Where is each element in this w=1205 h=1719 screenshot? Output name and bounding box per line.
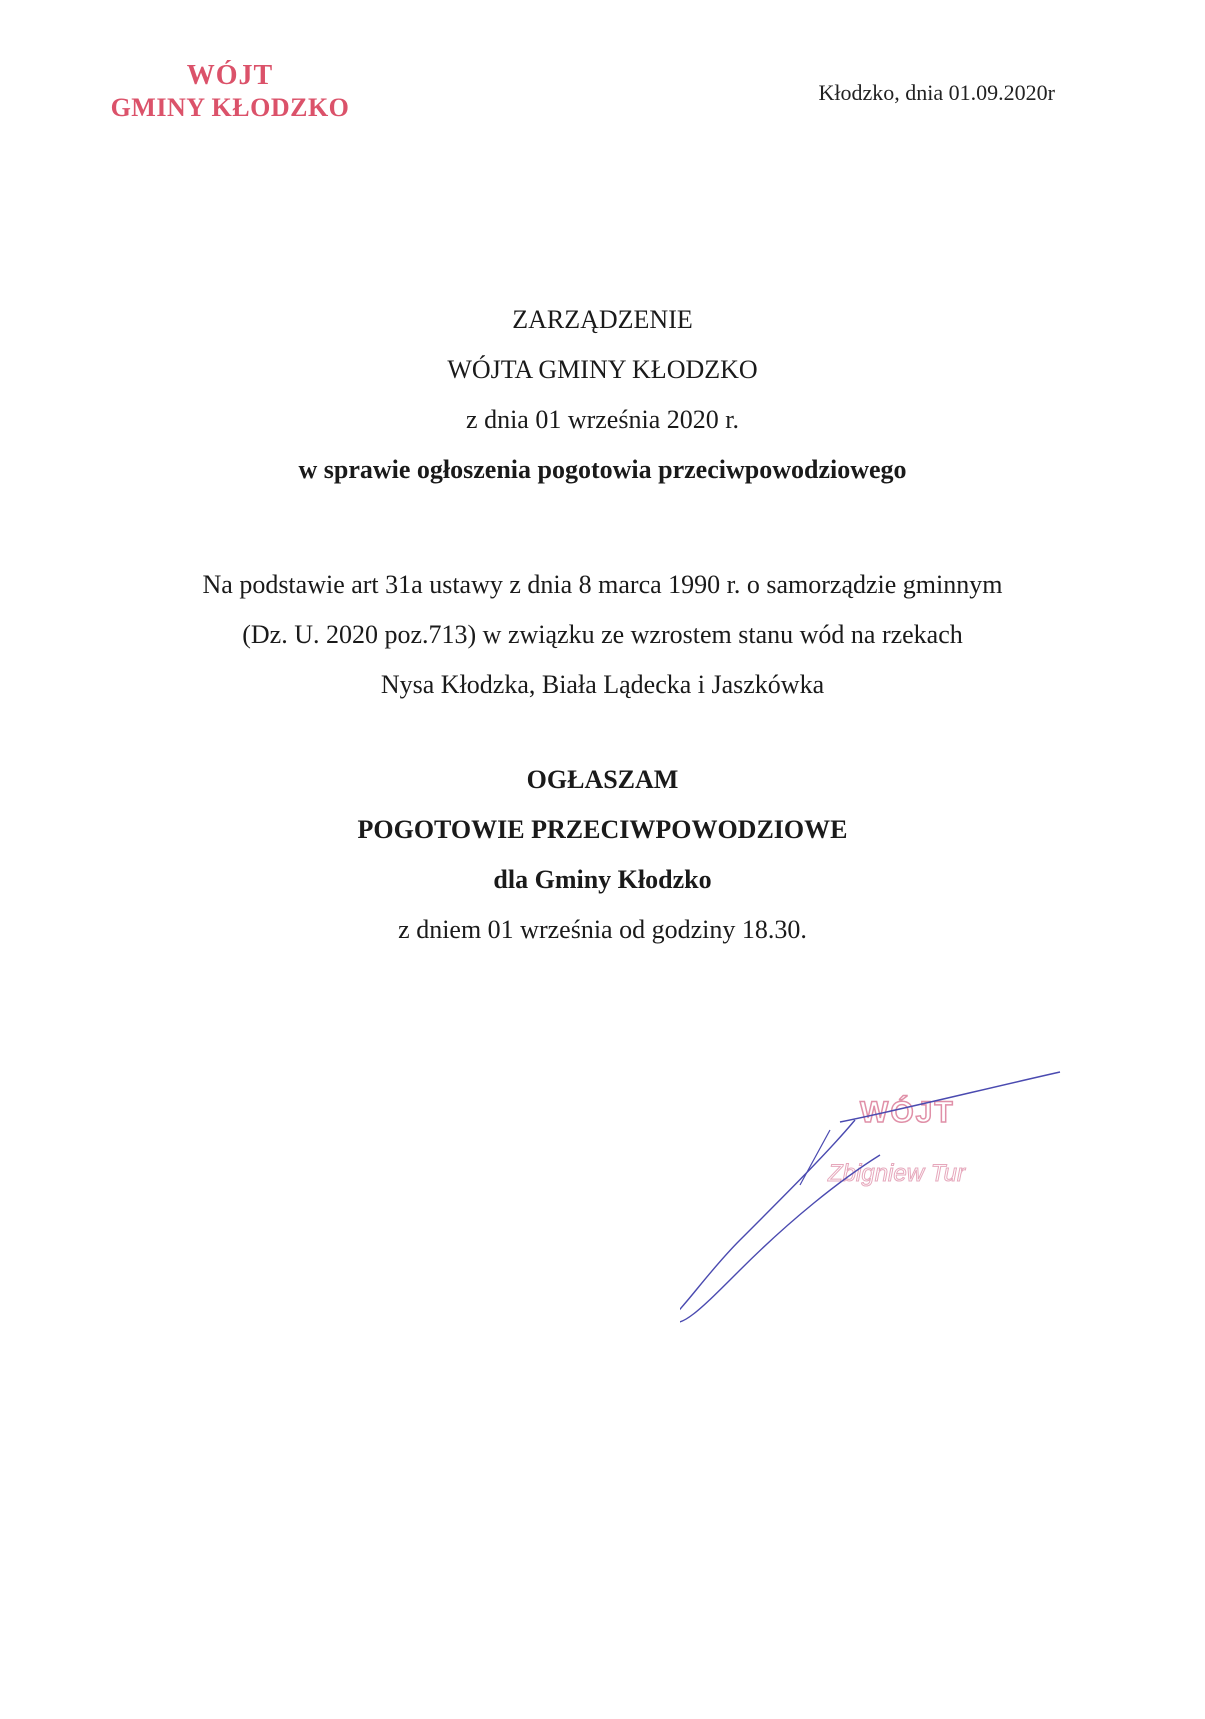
- basis-line-1: Na podstawie art 31a ustawy z dnia 8 marca 1990 r. o samorządzie gminnym: [202, 570, 1003, 599]
- announcement: [0, 755, 1205, 955]
- handwritten-signature: [680, 1060, 1080, 1340]
- legal-basis: [0, 560, 1205, 710]
- title-subject: w sprawie ogłoszenia pogotowia przeciwpowodziowego: [298, 455, 907, 484]
- office-stamp: [90, 60, 370, 124]
- stamp-subtitle: GMINY KŁODZKO: [110, 93, 350, 122]
- document-title: [0, 295, 1205, 495]
- announce-line-4: z dniem 01 września od godziny 18.30.: [398, 915, 807, 944]
- stamp-title: WÓJT: [186, 60, 274, 91]
- signature-stamp-title: WÓJT: [860, 1096, 955, 1129]
- signature-block: [680, 1060, 1080, 1340]
- basis-line-2: (Dz. U. 2020 poz.713) w związku ze wzrostem stanu wód na rzekach: [242, 620, 963, 649]
- announce-line-3: dla Gminy Kłodzko: [493, 865, 712, 894]
- announce-line-2: POGOTOWIE PRZECIWPOWODZIOWE: [357, 815, 848, 844]
- basis-line-3: Nysa Kłodzka, Biała Lądecka i Jaszkówka: [380, 670, 825, 699]
- title-line-1: ZARZĄDZENIE: [512, 305, 693, 334]
- title-line-3: z dnia 01 września 2020 r.: [466, 405, 739, 434]
- title-line-2: WÓJTA GMINY KŁODZKO: [447, 355, 758, 384]
- place-date: Kłodzko, dnia 01.09.2020r: [818, 80, 1055, 105]
- signature-stamp-name: Zbigniew Tur: [828, 1160, 965, 1187]
- announce-line-1: OGŁASZAM: [526, 765, 679, 794]
